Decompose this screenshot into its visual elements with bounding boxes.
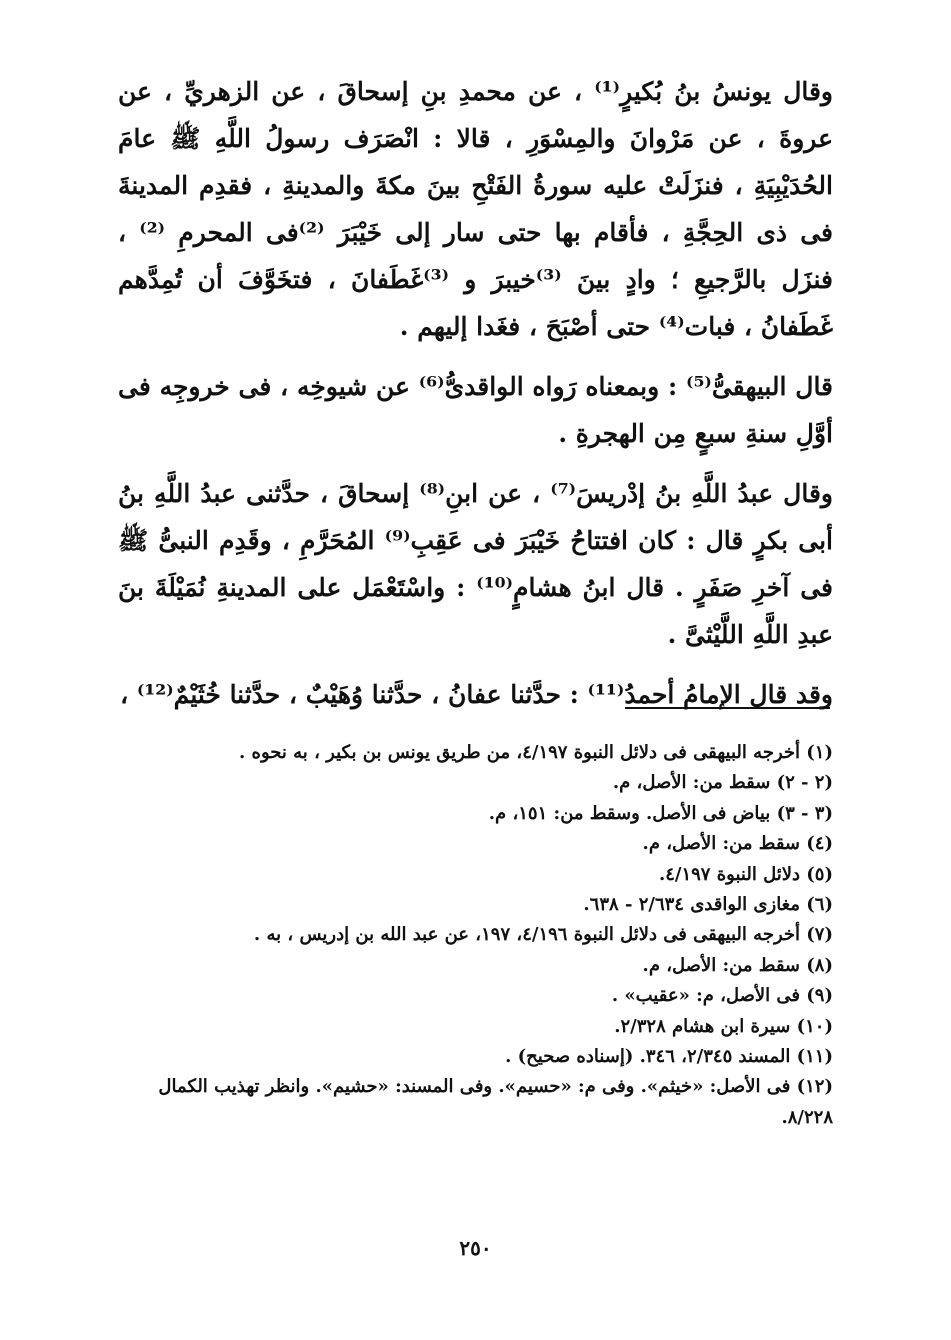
footnote-10: (١٠) سيرة ابن هشام ٢/٣٢٨. — [614, 1015, 833, 1037]
footnote-9: (٩) فى الأصل، م: «عقيب» . — [611, 985, 833, 1007]
footnote-3: (٣ - ٣) بياض فى الأصل. وسقط من: ١٥١، م. — [488, 802, 833, 824]
footnote-2: (٢ - ٢) سقط من: الأصل، م. — [612, 772, 833, 794]
footnote-8: (٨) سقط من: الأصل، م. — [642, 954, 833, 976]
footnote-4: (٤) سقط من: الأصل، م. — [642, 833, 833, 855]
footnote-1: (١) أخرجه البيهقى فى دلائل النبوة ٤/١٩٧، من طريق يونس بن بكير ، به نحوه . — [239, 742, 833, 763]
footnote-11: (١١) المسند ٢/٣٤٥، ٣٤٦. (إسناده صحيح) . — [505, 1046, 833, 1068]
footnote-separator — [625, 707, 830, 709]
paragraph-2: قال البيهقىُّ⁽⁵⁾ : وبمعناه رَواه الواقدىُّ⁽⁶⁾ عن شيوخِه ، فى خروجِه فى أوَّلِ سنةِ سبعٍ مِن الهجرةِ . — [118, 372, 834, 448]
paragraph-1: وقال يونسُ بنُ بُكيرٍ⁽¹⁾ ، عن محمدِ بنِ إسحاقَ ، عن الزهريِّ ، عن عروةَ ، عن مَرْوانَ والمِسْوَرِ ، قالا : انْصَرَف رسولُ اللَّهِ ﷺ عامَ الحُدَيْبِيَةِ ، فنزَلَتْ عليه سورةُ الفَتْحِ بينَ مكةَ والمدينةِ ، فقدِم المدينةَ فى ذى الحِجَّةِ ، فأقام بها حتى سار إلى خَيْبَرَ ⁽²⁾فى المحرمِ ⁽²⁾ ، فنزَل بالرَّجيعِ ؛ وادٍ بينَ ⁽³⁾خيبرَ و ⁽³⁾غَطَفانَ ، فتخَوَّفَ أن تُمِدَّهم غَطَفانُ ، فبات⁽⁴⁾ حتى أصْبَحَ ، فغَدا إليهم . — [118, 77, 834, 341]
paragraph-3: وقال عبدُ اللَّهِ بنُ إدْريسَ⁽⁷⁾ ، عن ابنِ⁽⁸⁾ إسحاقَ ، حدَّثنى عبدُ اللَّهِ بنُ أبى بكرٍ قال : كان افتتاحُ خَيْبَرَ فى عَقِبِ⁽⁹⁾ المُحَرَّمِ ، وقَدِم النبىُّ ﷺ فى آخرِ صَفَرٍ . قال ابنُ هشامٍ⁽¹⁰⁾ : واسْتَعْمَل على المدينةِ نُمَيْلَةَ بنَ عبدِ اللَّهِ اللَّيْثىَّ . — [118, 479, 833, 649]
main-text — [118, 68, 833, 731]
footnote-6: (٦) مغازى الواقدى ٢/٦٣٤ - ٦٣٨. — [583, 894, 833, 916]
page-number: ٢٥٠ — [459, 1236, 492, 1260]
footnote-5: (٥) دلائل النبوة ٤/١٩٧. — [658, 863, 833, 885]
footnote-7: (٧) أخرجه البيهقى فى دلائل النبوة ٤/١٩٦، ١٩٧، عن عبد الله بن إدريس ، به . — [253, 924, 833, 946]
footnote-12: (١٢) فى الأصل: «خيثم». وفى م: «حسيم». وفى المسند: «حشيم». وانظر تهذيب الكمال ٨/٢٢٨. — [158, 1076, 833, 1128]
paragraph-4: وقد قال الإمامُ أحمدُ⁽¹¹⁾ : حدَّثنا عفانُ ، حدَّثنا وُهَيْبٌ ، حدَّثنا خُثَيْمٌ⁽¹²⁾ ، — [120, 680, 833, 709]
footnotes — [118, 738, 833, 1133]
